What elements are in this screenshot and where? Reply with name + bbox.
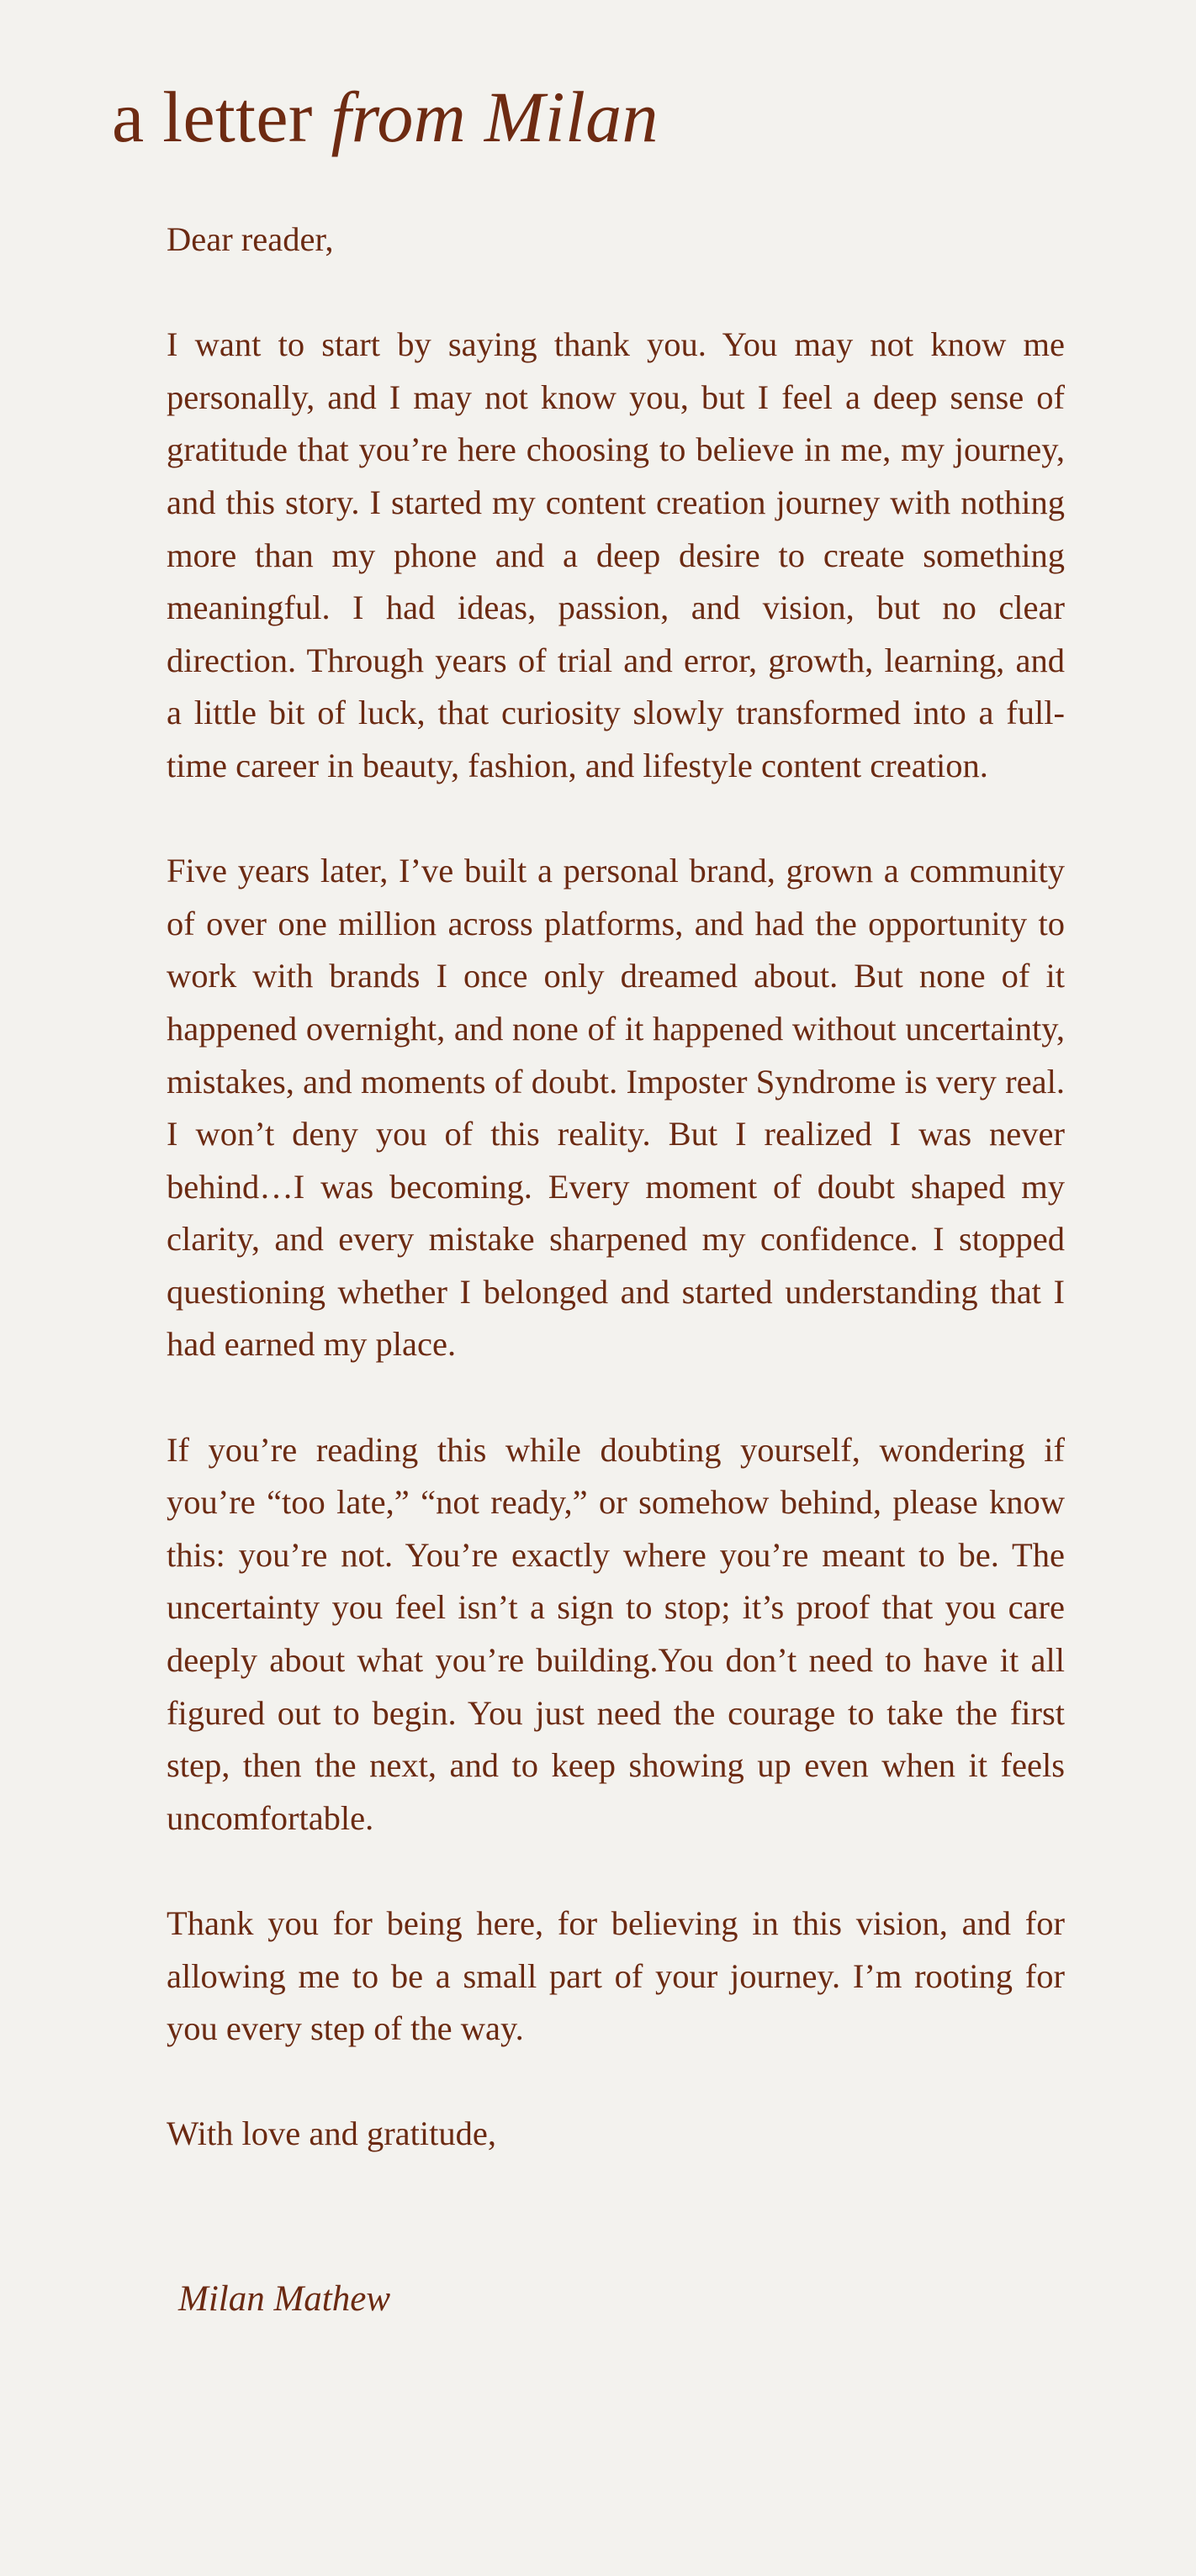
paragraph-encouragement: If you’re reading this while doubting yourself, wondering if you’re “too late,” “not ready,” or somehow behind, please know this: you’re not. You’re exactly where you’re meant to be. The uncertainty you feel isn’t a sign to stop; it’s proof that you care deeply about what you’re building.You don’t need to have it all figured out to begin. You just need the courage to take the first step, then the next, and to keep showing up even when it feels uncomfortable. — [167, 1430, 1065, 1837]
letter-body — [167, 214, 1065, 2161]
salutation: Dear reader, — [167, 220, 334, 258]
title-italic: from Milan — [331, 77, 659, 157]
title-prefix: a letter — [112, 77, 331, 157]
closing-line: With love and gratitude, — [167, 2114, 497, 2153]
signature: Milan Mathew — [178, 2279, 390, 2319]
paragraph-gratitude: I want to start by saying thank you. You may not know me personally, and I may not know you, but I feel a deep sense of gratitude that you’re here choosing to believe in me, my journey, and this story. I started my content creation journey with nothing more than my phone and a deep desire to create something meaningful. I had ideas, passion, and vision, but no clear direction. Through years of trial and error, growth, learning, and a little bit of luck, that curiosity slowly transformed into a full-time career in beauty, fashion, and lifestyle content creation. — [167, 325, 1065, 784]
paragraph-journey: Five years later, I’ve built a personal brand, grown a community of over one million across platforms, and had the opportunity to work with brands I once only dreamed about. But none of it happened overnight, and none of it happened without uncertainty, mistakes, and moments of doubt. Imposter Syndrome is very real. I won’t deny you of this reality. But I realized I was never behind…I was becoming. Every moment of doubt shaped my clarity, and every mistake sharpened my confidence. I stopped questioning whether I belonged and started understanding that I had earned my place. — [167, 852, 1065, 1364]
paragraph-thanks: Thank you for being here, for believing in this vision, and for allowing me to be a small part of your journey. I’m rooting for you every step of the way. — [167, 1904, 1065, 2048]
page-title — [112, 77, 659, 157]
